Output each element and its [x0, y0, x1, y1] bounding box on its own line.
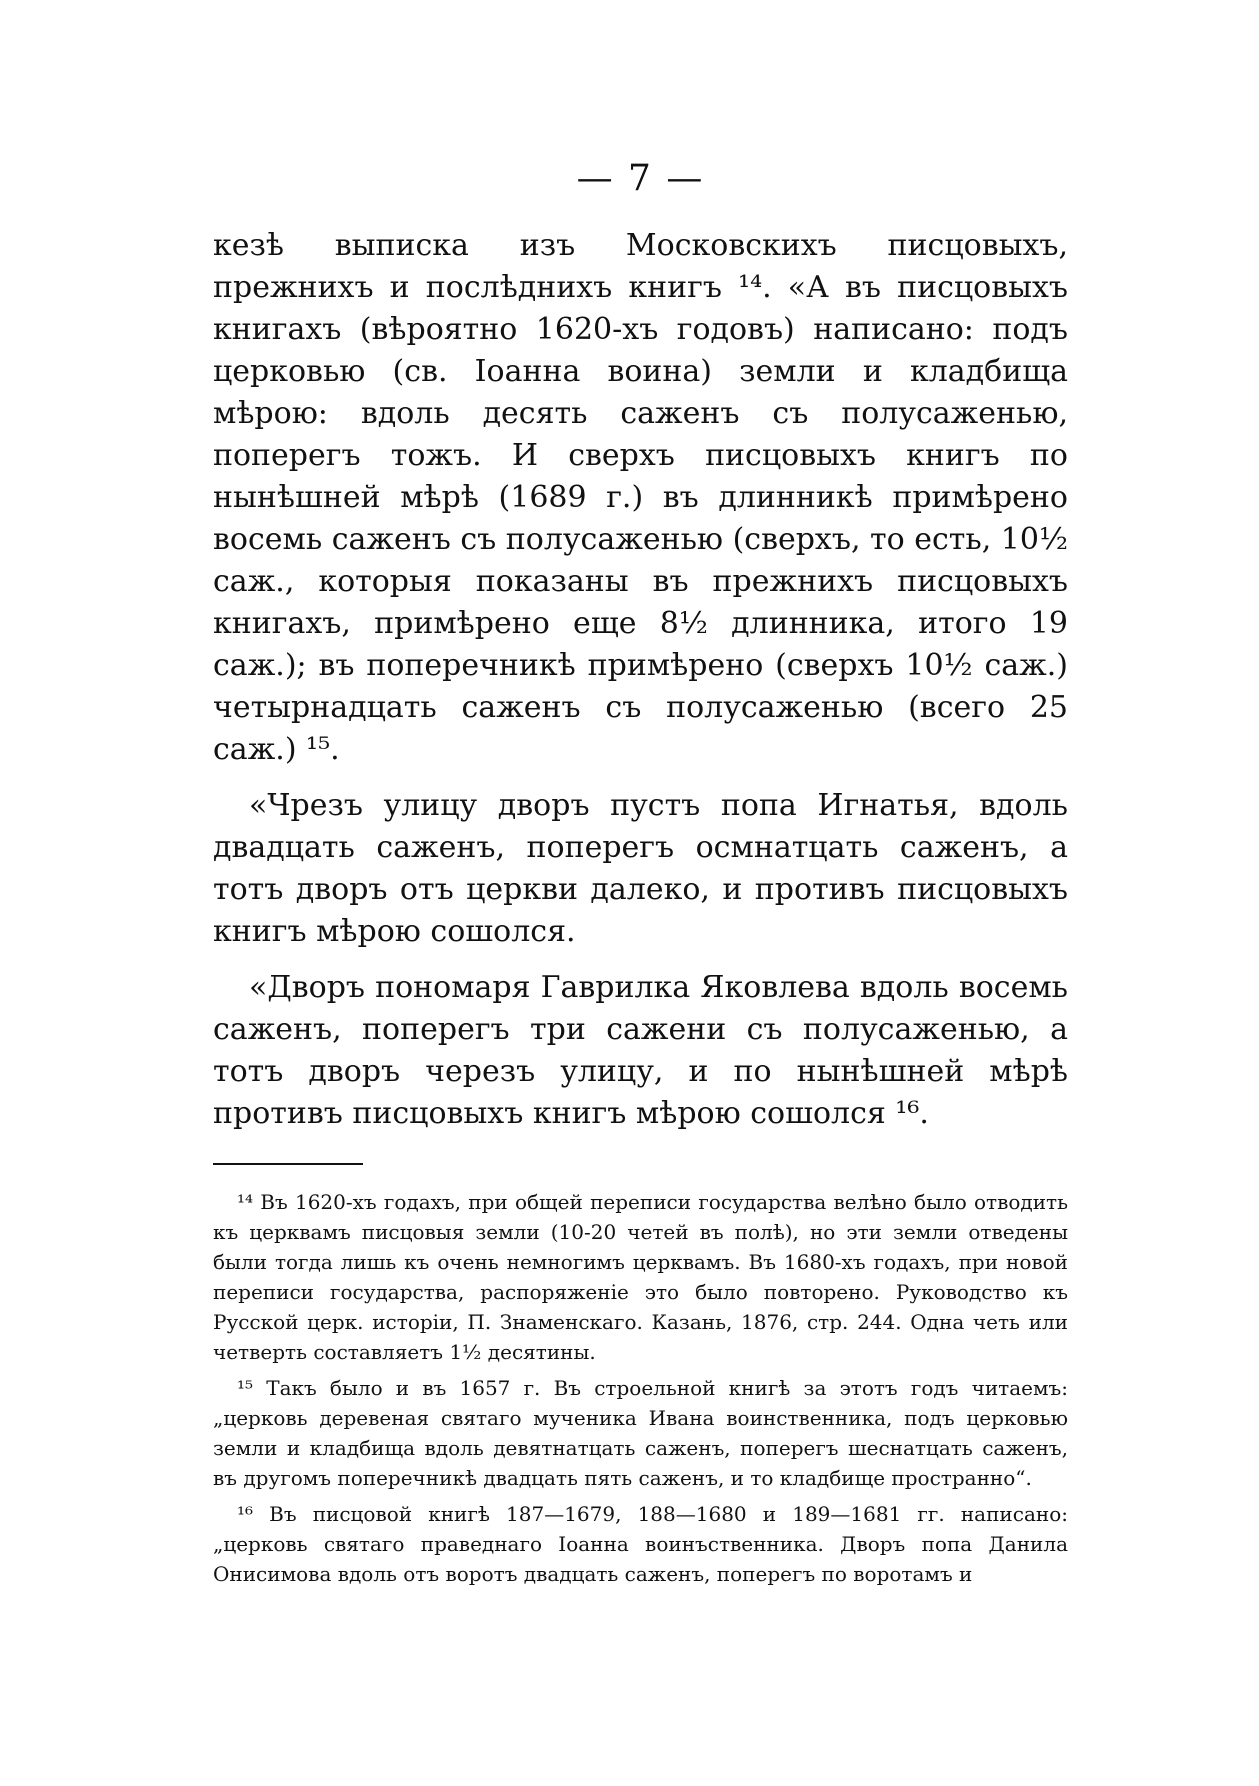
paragraph: «Чрезъ улицу дворъ пустъ попа Игнатья, вдоль двадцать саженъ, поперегъ осмнатцать саженъ, а тотъ дворъ отъ церкви далеко, и противъ писцовыхъ книгъ мѣрою сошолся.	[213, 788, 1068, 949]
footnote: ¹⁶ Въ писцовой книгѣ 187—1679, 188—1680 и 189—1681 гг. написано: „церковь святаго праведнаго Іоанна воинъственника. Дворъ попа Данила Онисимова вдоль отъ воротъ двадцать саженъ, поперегъ по воротамъ и	[213, 1502, 1068, 1586]
footnotes	[213, 1187, 1068, 1589]
paragraph: кезѣ выписка изъ Московскихъ писцовыхъ, прежнихъ и послѣднихъ книгъ ¹⁴. «А въ писцовыхъ книгахъ (вѣроятно 1620-хъ годовъ) написано: подъ церковью (св. Іоанна воина) земли и кладбища мѣрою: вдоль десять саженъ съ полусаженью, поперегъ тожъ. И сверхъ писцовыхъ книгъ по нынѣшней мѣрѣ (1689 г.) въ длинникѣ примѣрено восемь саженъ съ полусаженью (сверхъ, то есть, 10½ саж., которыя показаны въ прежнихъ писцовыхъ книгахъ, примѣрено еще 8½ длинника, итого 19 саж.); въ поперечникѣ примѣрено (сверхъ 10½ саж.) четырнадцать саженъ съ полусаженью (всего 25 саж.) ¹⁵.	[213, 228, 1069, 767]
footnote-divider	[213, 1163, 363, 1165]
footnote: ¹⁴ Въ 1620-хъ годахъ, при общей переписи государства велѣно было отводить къ церквамъ писцовыя земли (10-20 четей въ полѣ), но эти земли отведены были тогда лишь къ очень немногимъ церквамъ. Въ 1680-хъ годахъ, при новой переписи государства, распоряженіе это было повторено. Руководство къ Русской церк. исторіи, П. Знаменскаго. Казань, 1876, стр. 244. Одна четь или четверть составляетъ 1½ десятины.	[213, 1190, 1068, 1364]
main-text	[213, 225, 1068, 1135]
page-number: — 7 —	[576, 158, 705, 199]
document-page	[213, 150, 1068, 1595]
footnote: ¹⁵ Такъ было и въ 1657 г. Въ строельной книгѣ за этотъ годъ читаемъ: „церковь деревеная святаго мученика Ивана воинственника, подъ церковью земли и кладбища вдоль девятнатцать саженъ, поперегъ шеснатцать саженъ, въ другомъ поперечникѣ двадцать пять саженъ, и то кладбище пространно“.	[213, 1376, 1068, 1490]
paragraph: «Дворъ пономаря Гаврилка Яковлева вдоль восемь саженъ, поперегъ три сажени съ полусаженью, а тотъ дворъ черезъ улицу, и по нынѣшней мѣрѣ противъ писцовыхъ книгъ мѣрою сошолся ¹⁶.	[213, 970, 1068, 1131]
